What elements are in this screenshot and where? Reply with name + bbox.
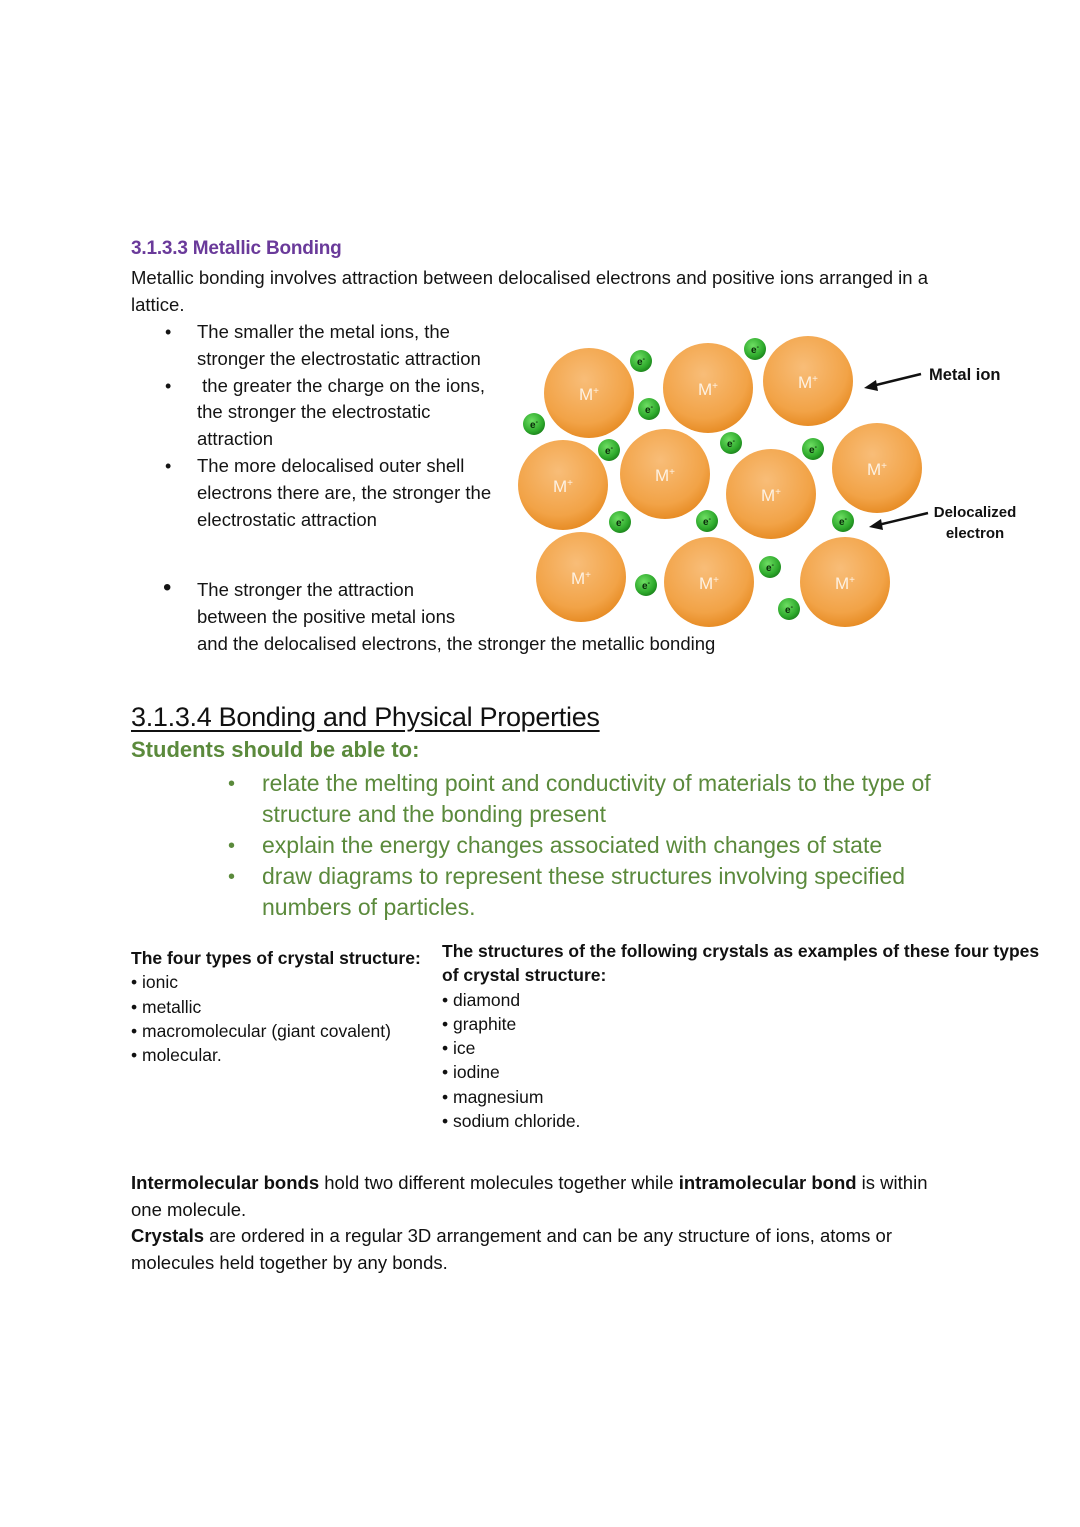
term-crystals: Crystals bbox=[131, 1225, 205, 1247]
bullet-icon: • bbox=[163, 574, 172, 601]
learning-objectives-list bbox=[228, 768, 968, 923]
label-delocalized-line1: Delocalized bbox=[933, 504, 1017, 521]
arrow-icon bbox=[872, 374, 921, 386]
metallic-bonding-factors-list bbox=[162, 319, 502, 533]
list-item: • sodium chloride. bbox=[442, 1111, 581, 1132]
list-item: • magnesium bbox=[442, 1086, 544, 1107]
electron bbox=[778, 598, 800, 620]
svg-text:e-: e- bbox=[727, 438, 735, 450]
list-item: • metallic bbox=[131, 996, 202, 1017]
svg-text:M+: M+ bbox=[797, 373, 819, 392]
bullet-icon: • bbox=[165, 322, 172, 342]
term-intermolecular: Intermolecular bonds bbox=[131, 1172, 320, 1193]
crystal-types-column bbox=[131, 946, 431, 1067]
electron bbox=[630, 350, 652, 372]
section-heading-bonding-properties: 3.1.3.4 Bonding and Physical Properties bbox=[131, 702, 600, 732]
svg-text:M+: M+ bbox=[552, 477, 574, 496]
svg-text:M+: M+ bbox=[654, 466, 676, 485]
electron bbox=[802, 438, 824, 460]
bullet-icon: • bbox=[228, 773, 236, 795]
svg-text:M+: M+ bbox=[834, 574, 856, 593]
svg-text:M+: M+ bbox=[760, 486, 782, 505]
svg-text:M+: M+ bbox=[697, 380, 719, 399]
label-delocalized-line2: electron bbox=[945, 525, 1005, 542]
electron bbox=[523, 413, 545, 435]
svg-text:e-: e- bbox=[605, 445, 613, 457]
metal-ion bbox=[544, 348, 634, 438]
electron bbox=[832, 510, 854, 532]
list-item: • The more delocalised outer shell electrons there are, the stronger the electrostatic attraction bbox=[165, 454, 492, 530]
definition-crystals: Crystals are ordered in a regular 3D arrangement and can be any structure of ions, atoms or molecules held together by any bonds. bbox=[131, 1225, 898, 1274]
electron bbox=[598, 439, 620, 461]
svg-text:M+: M+ bbox=[698, 574, 720, 593]
list-item: • ice bbox=[442, 1038, 476, 1059]
list-item: • diamond bbox=[442, 989, 521, 1010]
svg-text:M+: M+ bbox=[570, 569, 592, 588]
svg-text:M+: M+ bbox=[578, 385, 600, 404]
definitions-paragraph bbox=[131, 1170, 961, 1277]
electron bbox=[696, 510, 718, 532]
metal-ions bbox=[518, 336, 922, 627]
list-item: • iodine bbox=[442, 1062, 500, 1083]
section-heading-metallic-bonding: 3.1.3.3 Metallic Bonding bbox=[131, 238, 342, 259]
arrowhead-icon bbox=[869, 519, 883, 530]
crystal-types-title: The four types of crystal structure: bbox=[131, 948, 421, 968]
crystal-examples-column bbox=[442, 939, 1042, 1133]
list-item: • relate the melting point and conductivity of materials to the type of structure and the bonding present bbox=[228, 770, 931, 827]
arrow-icon bbox=[878, 513, 928, 525]
list-item: • explain the energy changes associated with changes of state bbox=[228, 830, 968, 861]
list-item: • ionic bbox=[131, 972, 178, 993]
list-item: • the greater the charge on the ions, the stronger the electrostatic attraction bbox=[165, 374, 491, 450]
learning-objectives-heading: Students should be able to: bbox=[131, 737, 420, 762]
list-item: • draw diagrams to represent these structures involving specified numbers of particles. bbox=[228, 863, 906, 920]
term-intramolecular: intramolecular bond bbox=[678, 1172, 857, 1193]
definition-intermolecular: Intermolecular bonds hold two different molecules together while intramolecular bond is within one molecule. bbox=[131, 1172, 933, 1220]
metal-ion bbox=[663, 343, 753, 433]
bullet-icon: • bbox=[228, 866, 236, 888]
label-metal-ion: Metal ion bbox=[929, 366, 1001, 384]
electron bbox=[759, 556, 781, 578]
arrowhead-icon bbox=[864, 380, 878, 391]
svg-text:e-: e- bbox=[530, 419, 538, 431]
electron bbox=[635, 574, 657, 596]
svg-text:e-: e- bbox=[642, 580, 650, 592]
svg-text:e-: e- bbox=[839, 516, 847, 528]
metal-ion bbox=[800, 537, 890, 627]
svg-text:e-: e- bbox=[751, 344, 759, 356]
bullet-icon: • bbox=[228, 835, 236, 857]
electron bbox=[744, 338, 766, 360]
electron bbox=[609, 511, 631, 533]
svg-text:e-: e- bbox=[766, 562, 774, 574]
svg-text:e-: e- bbox=[645, 404, 653, 416]
list-item: • graphite bbox=[442, 1013, 517, 1034]
svg-text:M+: M+ bbox=[866, 460, 888, 479]
metal-ion bbox=[832, 423, 922, 513]
bullet-icon: • bbox=[165, 455, 172, 476]
metal-ion bbox=[620, 429, 710, 519]
metallic-lattice-diagram bbox=[505, 330, 1045, 640]
svg-text:e-: e- bbox=[785, 604, 793, 616]
svg-text:e-: e- bbox=[703, 516, 711, 528]
electron bbox=[720, 432, 742, 454]
electron bbox=[638, 398, 660, 420]
list-item: • molecular. bbox=[131, 1045, 222, 1066]
metallic-bonding-intro: Metallic bonding involves attraction between delocalised electrons and positive ions arranged in a lattice. bbox=[131, 267, 929, 315]
list-item: • macromolecular (giant covalent) bbox=[131, 1020, 391, 1041]
bullet-icon: • bbox=[165, 375, 172, 396]
metal-ion bbox=[763, 336, 853, 426]
metal-ion bbox=[536, 532, 626, 622]
metal-ion-annotation bbox=[864, 366, 1001, 391]
metal-ion bbox=[726, 449, 816, 539]
list-item: • The stronger the attraction between the positive metal ions and the delocalised electrons, the stronger the metallic bonding bbox=[163, 574, 716, 654]
crystal-examples-title: The structures of the following crystals as examples of these four types of crystal structure: bbox=[442, 941, 1040, 986]
metal-ion bbox=[518, 440, 608, 530]
svg-text:e-: e- bbox=[616, 517, 624, 529]
svg-text:e-: e- bbox=[809, 444, 817, 456]
metal-ion bbox=[664, 537, 754, 627]
list-item: • The smaller the metal ions, the stronger the electrostatic attraction bbox=[165, 321, 481, 369]
svg-text:e-: e- bbox=[637, 356, 645, 368]
